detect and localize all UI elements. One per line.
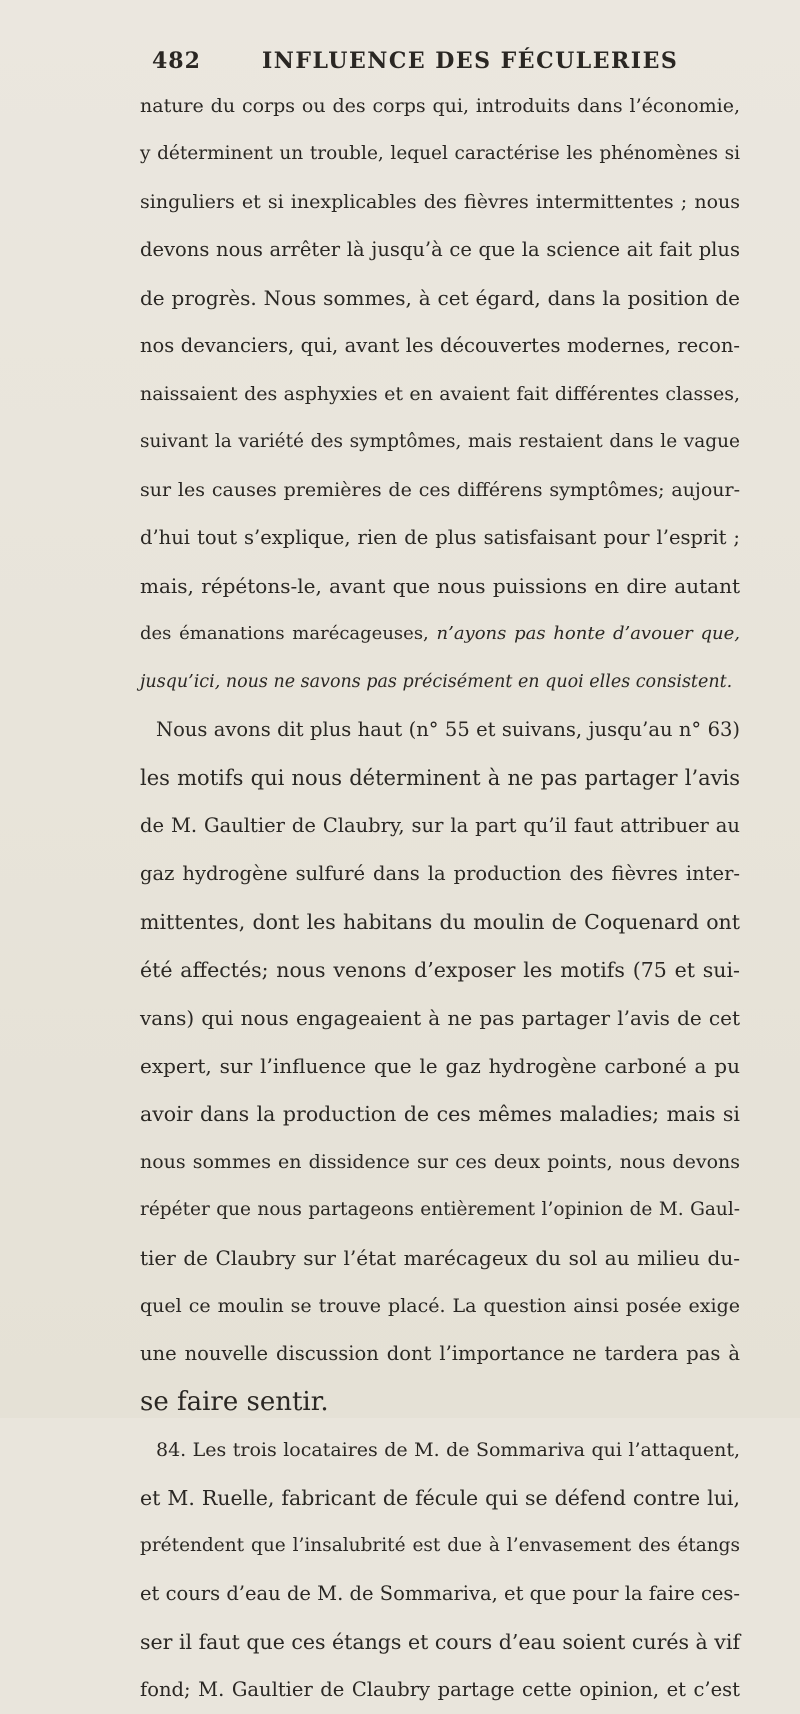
text-line: 84. Les trois locataires de M. de Sommariva qui l’attaquent, xyxy=(156,1439,740,1461)
text-line: Nous avons dit plus haut (n° 55 et suivans, jusqu’au n° 63) xyxy=(156,718,740,741)
text-line: devons nous arrêter là jusqu’à ce que la science ait fait plus xyxy=(140,238,740,261)
text-line: singuliers et si inexplicables des fièvres intermittentes ; nous xyxy=(140,191,740,213)
text-line: mais, répétons-le, avant que nous puissions en dire autant xyxy=(140,574,740,598)
text-line: nature du corps ou des corps qui, introduits dans l’économie, xyxy=(140,95,740,117)
text-line: expert, sur l’influence que le gaz hydrogène carboné a pu xyxy=(140,1054,740,1078)
text-line: ser il faut que ces étangs et cours d’eau soient curés à vif xyxy=(140,1630,741,1654)
text-line-mixed xyxy=(140,610,740,658)
text-line: naissaient des asphyxies et en avaient fait différentes classes, xyxy=(140,383,740,405)
text-line: et cours d’eau de M. de Sommariva, et que pour la faire ces- xyxy=(140,1582,740,1605)
italic-text-segment: n’ayons pas honte d’avouer que, xyxy=(436,623,740,644)
text-line: répéter que nous partageons entièrement l’opinion de M. Gaul- xyxy=(140,1199,740,1220)
running-head: INFLUENCE DES FÉCULERIES xyxy=(262,48,679,74)
text-line: été affectés; nous venons d’exposer les motifs (75 et sui- xyxy=(140,958,740,982)
text-line: quel ce moulin se trouve placé. La question ainsi posée exige xyxy=(140,1295,740,1317)
text-line: nous sommes en dissidence sur ces deux points, nous devons xyxy=(140,1151,740,1173)
text-line: avoir dans la production de ces mêmes maladies; mais si xyxy=(140,1102,740,1126)
text-line: de M. Gaultier de Claubry, sur la part qu’il faut attribuer au xyxy=(140,814,740,837)
text-line: une nouvelle discussion dont l’importance ne tardera pas à xyxy=(140,1342,740,1365)
page-header xyxy=(152,40,752,80)
text-line: y déterminent un trouble, lequel caractérise les phénomènes si xyxy=(140,143,740,164)
text-line: nos devanciers, qui, avant les découvertes modernes, recon- xyxy=(140,334,740,357)
text-line: prétendent que l’insalubrité est due à l’envasement des étangs xyxy=(140,1535,740,1556)
text-line: sur les causes premières de ces différens symptômes; aujour- xyxy=(140,479,740,501)
text-line: tier de Claubry sur l’état marécageux du sol au milieu du- xyxy=(140,1246,740,1270)
text-line: de progrès. Nous sommes, à cet égard, dans la position de xyxy=(140,286,740,310)
text-line: et M. Ruelle, fabricant de fécule qui se défend contre lui, xyxy=(140,1486,740,1510)
text-line: gaz hydrogène sulfuré dans la production des fièvres inter- xyxy=(140,862,740,885)
body-text xyxy=(140,82,740,1714)
text-line-italic xyxy=(140,658,740,706)
text-segment: des émanations marécageuses, xyxy=(140,623,437,644)
text-line: se faire sentir. xyxy=(140,1387,329,1417)
text-line: suivant la variété des symptômes, mais restaient dans le vague xyxy=(140,431,740,452)
page-number: 482 xyxy=(152,48,201,74)
text-line: fond; M. Gaultier de Claubry partage cette opinion, et c’est xyxy=(140,1678,740,1701)
italic-text-segment: jusqu’ici, nous ne savons pas précisément en quoi elles consistent. xyxy=(140,672,733,692)
text-line: mittentes, dont les habitans du moulin de Coquenard ont xyxy=(140,910,740,934)
text-line: vans) qui nous engageaient à ne pas partager l’avis de cet xyxy=(140,1006,740,1030)
text-line: les motifs qui nous déterminent à ne pas partager l’avis xyxy=(140,766,740,790)
text-line: d’hui tout s’explique, rien de plus satisfaisant pour l’esprit ; xyxy=(140,526,740,549)
